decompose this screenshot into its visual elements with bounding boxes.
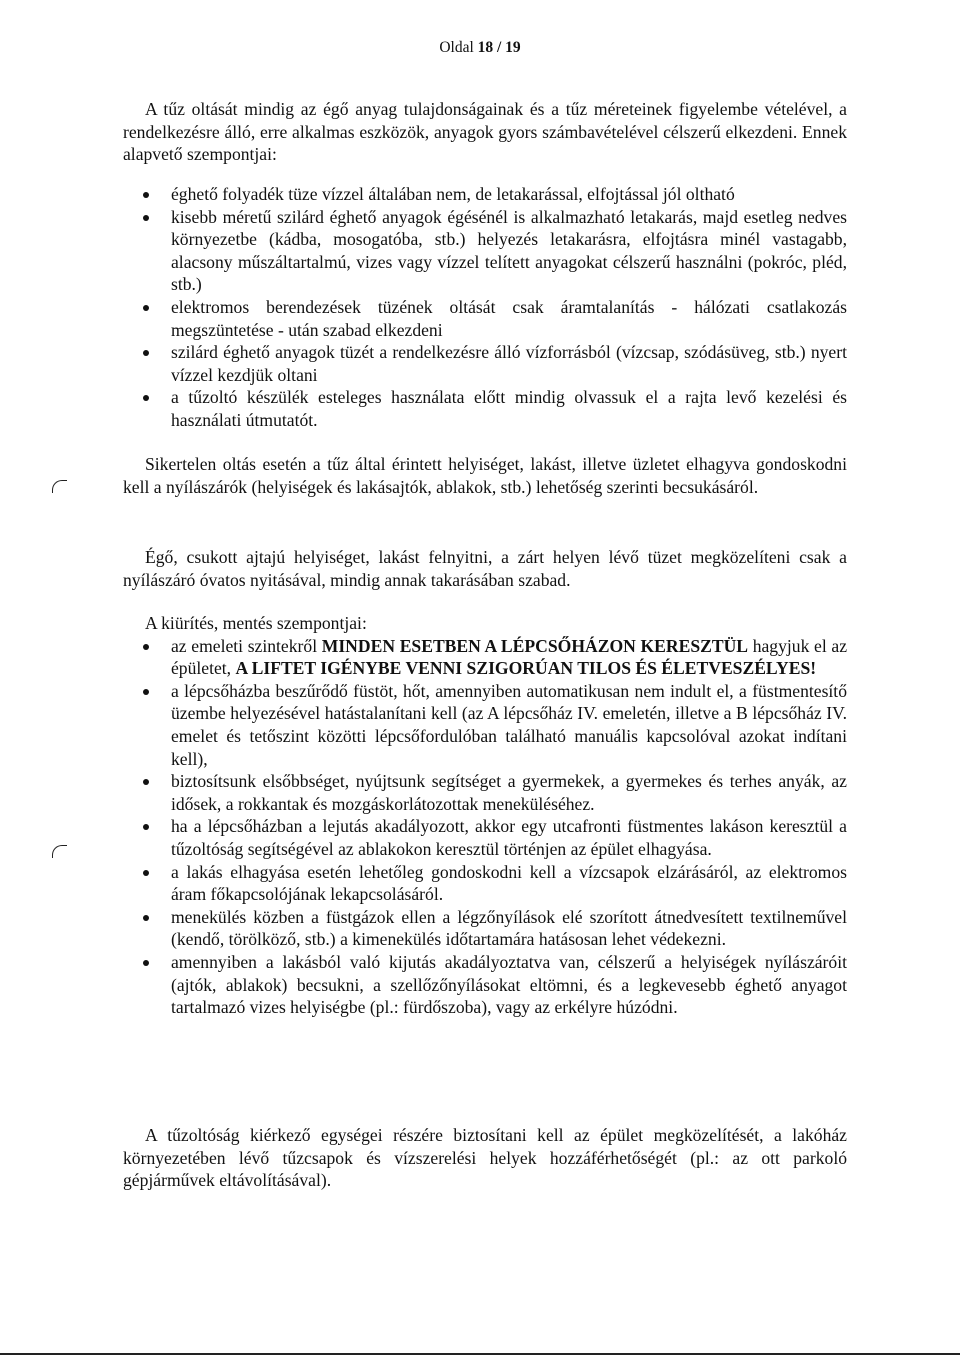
page-bottom-rule bbox=[0, 1353, 960, 1355]
evacuation-block bbox=[123, 612, 847, 1019]
bullet-icon bbox=[143, 350, 149, 356]
intro-paragraph: A tűz oltását mindig az égő anyag tulajdonságainak és a tűz méreteinek figyelembe vételével, a rendelkezésre álló, erre alkalmas eszközök, anyagok gyors számbavételével célszerű elkezdeni. Ennek alapvető szempontjai: bbox=[123, 99, 847, 165]
list-item: az emeleti szintekről MINDEN ESETBEN A LÉPCSŐHÁZON KERESZTÜL hagyjuk el az épületet, A LIFTET IGÉNYBE VENNI SZIGORÚAN TILOS ÉS ÉLETVESZÉLYES! bbox=[123, 635, 847, 680]
warning-text: A LIFTET IGÉNYBE VENNI SZIGORÚAN TILOS ÉS ÉLETVESZÉLYES! bbox=[235, 658, 817, 679]
bullet-icon bbox=[143, 192, 149, 198]
bullet-icon bbox=[143, 305, 149, 311]
bullet-icon bbox=[143, 689, 149, 695]
page-header bbox=[0, 39, 960, 57]
bullet-icon bbox=[143, 644, 149, 650]
burning-room-block bbox=[123, 546, 847, 591]
intro-block bbox=[123, 98, 847, 166]
margin-mark bbox=[52, 480, 67, 493]
closing-paragraph: A tűzoltóság kiérkező egységei részére biztosítani kell az épület megközelítését, a lakóház környezetében lévő tűzcsapok és vízszerelési helyek hozzáférhetőségét (pl.: az ott parkoló gépjárművek eltávolításával). bbox=[123, 1125, 847, 1191]
bullet-icon bbox=[143, 870, 149, 876]
bullet-icon bbox=[143, 960, 149, 966]
closing-block bbox=[123, 1124, 847, 1192]
page-number: 18 / 19 bbox=[477, 39, 521, 56]
fire-points-list bbox=[123, 183, 847, 432]
emphasis-text: MINDEN ESETBEN A LÉPCSŐHÁZON KERESZTÜL bbox=[321, 635, 749, 656]
list-item: éghető folyadék tüze vízzel általában nem, de letakarással, elfojtással jól oltható bbox=[123, 183, 847, 206]
list-item: kisebb méretű szilárd éghető anyagok égésénél is alkalmazható letakarás, majd esetleg nedves környezetbe (kádba, mosogatóba, stb.) helyezés letakarásra, elfojtásra minél vastagabb, alacsony műszáltartalmú, vizes vagy vízzel telített anyagokat célszerű használni (pokróc, pléd, stb.) bbox=[123, 206, 847, 296]
list-item: amennyiben a lakásból való kijutás akadályoztatva van, célszerű a helyiségek nyílászáróit (ajtók, ablakok) becsukni, a szellőzőnyílásokat eltömni, és a legkevesebb éghető anyagot tartalmazó vizes helyiségbe (pl.: fürdőszoba), vagy az erkélyre húzódni. bbox=[123, 951, 847, 1019]
list-item: a lakás elhagyása esetén lehetőleg gondoskodni kell a vízcsapok elzárásáról, az elektromos áram főkapcsolójának lekapcsolásáról. bbox=[123, 861, 847, 906]
list-item: biztosítsunk elsőbbséget, nyújtsunk segítséget a gyermekek, a gyermekes és terhes anyák, az idősek, a rokkantak és mozgáskorlátozottak meneküléséhez. bbox=[123, 770, 847, 815]
evacuation-list bbox=[123, 635, 847, 1019]
unsuccessful-paragraph: Sikertelen oltás esetén a tűz által érintett helyiséget, lakást, illetve üzletet elhagyva gondoskodni kell a nyílászárók (helyiségek és lakásajtók, ablakok, stb.) lehetőség szerinti becsukásáról. bbox=[123, 454, 847, 497]
bullet-icon bbox=[143, 915, 149, 921]
list-item: elektromos berendezések tüzének oltását csak áramtalanítás - hálózati csatlakozás megszüntetése - után szabad elkezdeni bbox=[123, 296, 847, 341]
burning-room-paragraph: Égő, csukott ajtajú helyiséget, lakást felnyitni, a zárt helyen lévő tüzet megközelíteni csak a nyílászáró óvatos nyitásával, mindig annak takarásában szabad. bbox=[123, 547, 847, 590]
list-item: a tűzoltó készülék esteleges használata előtt mindig olvassuk el a rajta levő kezelési és használati útmutatót. bbox=[123, 386, 847, 431]
list-item: menekülés közben a füstgázok ellen a légzőnyílások elé szorított átnedvesített textilneművel (kendő, törölköző, stb.) a kimenekülés időtartamára hatásosan lehet védekezni. bbox=[123, 906, 847, 951]
fire-points-block bbox=[123, 183, 847, 432]
list-item: a lépcsőházba beszűrődő füstöt, hőt, amennyiben automatikusan nem indult el, a füstmentesítő üzembe helyezésével hatástalanítani kell (az A lépcsőház IV. emeletén, illetve a B lépcsőház IV. emelet és tetőszint közötti lépcsőfordulóban található manuális kapcsolóval azokat indítani kell), bbox=[123, 680, 847, 770]
bullet-icon bbox=[143, 395, 149, 401]
evacuation-heading: A kiürítés, mentés szempontjai: bbox=[145, 613, 367, 633]
list-item: ha a lépcsőházban a lejutás akadályozott, akkor egy utcafronti füstmentes lakáson keresztül a tűzoltóság segítségével az ablakokon keresztül történjen az épület elhagyása. bbox=[123, 815, 847, 860]
margin-mark bbox=[52, 845, 67, 858]
list-item: szilárd éghető anyagok tüzét a rendelkezésre álló vízforrásból (vízcsap, szódásüveg, stb.) nyert vízzel kezdjük oltani bbox=[123, 341, 847, 386]
page-header-prefix: Oldal bbox=[439, 39, 474, 56]
unsuccessful-block bbox=[123, 453, 847, 498]
bullet-icon bbox=[143, 779, 149, 785]
bullet-icon bbox=[143, 215, 149, 221]
bullet-icon bbox=[143, 824, 149, 830]
